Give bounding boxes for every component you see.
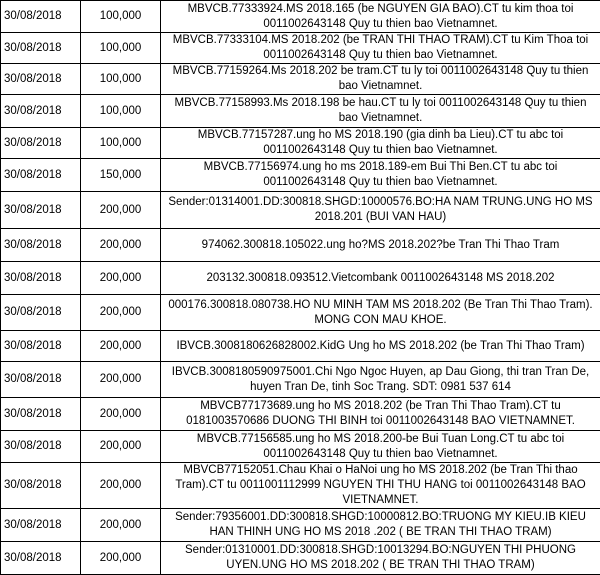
date-cell: 30/08/2018 <box>1 331 81 362</box>
table-row <box>1 95 600 128</box>
description-cell: IBVCB.3008180590975001.Chi Ngo Ngoc Huyen, ap Dau Giong, thi tran Tran De, huyen Tran De, tinh Soc Trang. SDT: 0981 537 614 <box>161 362 600 398</box>
amount-cell: 200,000 <box>81 463 161 509</box>
amount-cell: 200,000 <box>81 192 161 229</box>
table-row <box>1 463 600 509</box>
description-cell: MBVCB.77158993.Ms 2018.198 be hau.CT tu ly toi 0011002643148 Quy tu thien bao Vietnamnet. <box>161 95 600 128</box>
table-row <box>1 128 600 159</box>
date-cell: 30/08/2018 <box>1 295 81 331</box>
table-row <box>1 64 600 95</box>
table-row <box>1 398 600 431</box>
amount-cell: 200,000 <box>81 362 161 398</box>
table-row <box>1 331 600 362</box>
description-cell: MBVCB.77156585.ung ho MS 2018.200-be Bui Tuan Long.CT tu abc toi 0011002643148 Quy tu thien bao Vietnamnet. <box>161 431 600 463</box>
table-row <box>1 159 600 192</box>
description-cell: Sender:01314001.DD:300818.SHGD:10000576.BO:HA NAM TRUNG.UNG HO MS 2018.201 (BUI VAN HAU) <box>161 192 600 229</box>
transaction-table-body <box>1 1 600 575</box>
table-row <box>1 509 600 542</box>
date-cell: 30/08/2018 <box>1 463 81 509</box>
description-cell: MBVCB.77159264.Ms 2018.202 be tram.CT tu ly toi 0011002643148 Quy tu thien bao Vietnamnet. <box>161 64 600 95</box>
amount-cell: 200,000 <box>81 431 161 463</box>
date-cell: 30/08/2018 <box>1 33 81 64</box>
date-cell: 30/08/2018 <box>1 431 81 463</box>
table-row <box>1 229 600 262</box>
description-cell: 000176.300818.080738.HO NU MINH TAM MS 2018.202 (Be Tran Thi Thao Tram). MONG CON MAU KHOE. <box>161 295 600 331</box>
table-row <box>1 431 600 463</box>
date-cell: 30/08/2018 <box>1 128 81 159</box>
description-cell: MBVCB.77333924.MS 2018.165 (be NGUYEN GIA BAO).CT tu kim thoa toi 0011002643148 Quy tu thien bao Vietnamnet. <box>161 1 600 33</box>
description-cell: Sender:01310001.DD:300818.SHGD:10013294.BO:NGUYEN THI PHUONG UYEN.UNG HO MS 2018.202 ( BE TRAN THI THAO TRAM) <box>161 542 600 575</box>
amount-cell: 200,000 <box>81 331 161 362</box>
amount-cell: 100,000 <box>81 33 161 64</box>
date-cell: 30/08/2018 <box>1 542 81 575</box>
date-cell: 30/08/2018 <box>1 398 81 431</box>
amount-cell: 100,000 <box>81 64 161 95</box>
table-row <box>1 33 600 64</box>
date-cell: 30/08/2018 <box>1 192 81 229</box>
table-row <box>1 362 600 398</box>
table-row <box>1 295 600 331</box>
date-cell: 30/08/2018 <box>1 509 81 542</box>
description-cell: 203132.300818.093512.Vietcombank 0011002643148 MS 2018.202 <box>161 262 600 295</box>
date-cell: 30/08/2018 <box>1 1 81 33</box>
amount-cell: 200,000 <box>81 229 161 262</box>
description-cell: MBVCB.77156974.ung ho ms 2018.189-em Bui Thi Ben.CT tu abc toi 0011002643148 Quy tu thien bao Vietnamnet. <box>161 159 600 192</box>
description-cell: Sender:79356001.DD:300818.SHGD:10000812.BO:TRUONG MY KIEU.IB KIEU HAN THINH UNG HO MS 2018 .202 ( BE TRAN THI THAO TRAM) <box>161 509 600 542</box>
amount-cell: 100,000 <box>81 128 161 159</box>
description-cell: IBVCB.3008180626828002.KidG Ung ho MS 2018.202 (be Tran Thi Thao Tram) <box>161 331 600 362</box>
description-cell: MBVCB.77333104.MS 2018.202 (be TRAN THI THAO TRAM).CT tu Kim Thoa toi 0011002643148 Quy tu thien bao Vietnamnet. <box>161 33 600 64</box>
table-row <box>1 1 600 33</box>
description-cell: MBVCB77152051.Chau Khai o HaNoi ung ho MS 2018.202 (be Tran Thi thao Tram).CT tu 0011001112999 NGUYEN THI THU HANG toi 0011002643148 BAO VIETNAMNET. <box>161 463 600 509</box>
amount-cell: 100,000 <box>81 1 161 33</box>
date-cell: 30/08/2018 <box>1 229 81 262</box>
amount-cell: 200,000 <box>81 509 161 542</box>
amount-cell: 200,000 <box>81 398 161 431</box>
date-cell: 30/08/2018 <box>1 64 81 95</box>
date-cell: 30/08/2018 <box>1 262 81 295</box>
table-row <box>1 192 600 229</box>
description-cell: MBVCB77173689.ung ho MS 2018.202 (be Tran Thi Thao Tram).CT tu 0181003570686 DUONG THI BINH toi 0011002643148 BAO VIETNAMNET. <box>161 398 600 431</box>
amount-cell: 200,000 <box>81 262 161 295</box>
amount-cell: 150,000 <box>81 159 161 192</box>
amount-cell: 100,000 <box>81 95 161 128</box>
description-cell: 974062.300818.105022.ung ho?MS 2018.202?be Tran Thi Thao Tram <box>161 229 600 262</box>
description-cell: MBVCB.77157287.ung ho MS 2018.190 (gia dinh ba Lieu).CT tu abc toi 0011002643148 Quy tu thien bao Vietnamnet. <box>161 128 600 159</box>
amount-cell: 200,000 <box>81 542 161 575</box>
date-cell: 30/08/2018 <box>1 95 81 128</box>
date-cell: 30/08/2018 <box>1 159 81 192</box>
table-row <box>1 542 600 575</box>
date-cell: 30/08/2018 <box>1 362 81 398</box>
amount-cell: 200,000 <box>81 295 161 331</box>
table-row <box>1 262 600 295</box>
